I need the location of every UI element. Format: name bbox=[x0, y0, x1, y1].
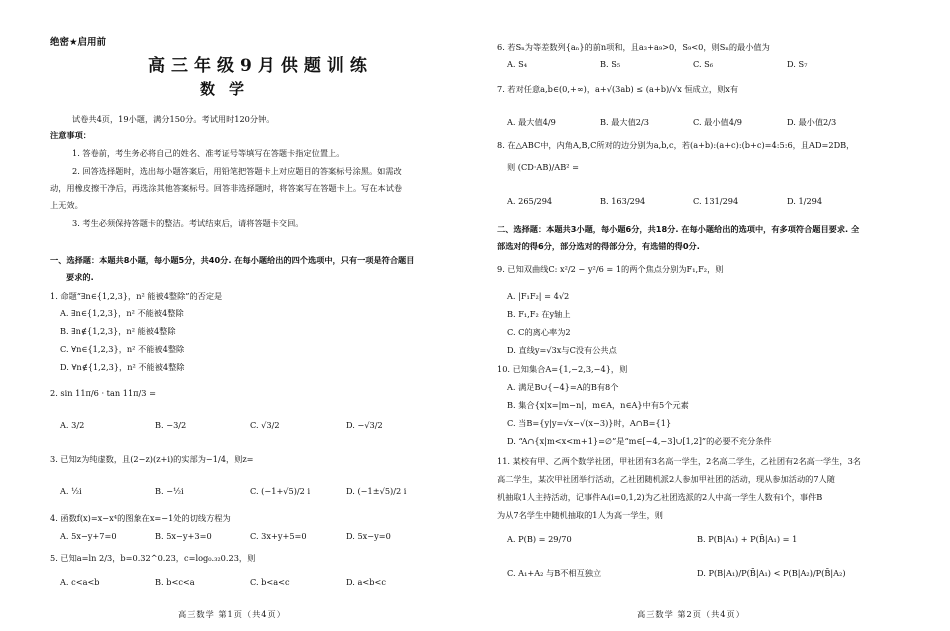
question-5-stem: 5. 已知a=ln 2/3，b=0.32^0.23，c=log₀.₃₂0.23，则 bbox=[50, 553, 256, 563]
section-2-heading: 二、选择题：本题共3小题，每小题6分，共18分. 在每小题给出的选项中，有多项符合题目要求. 全 bbox=[497, 224, 860, 234]
question-10-option-d: D. “A∩{x|m<x<m+1}=∅”是“m∈[−4,−3]∪[1,2]”的必要不充分条件 bbox=[507, 436, 772, 446]
question-8-stem-cont: 则 (CD·AB)/AB² = bbox=[507, 162, 579, 172]
question-8-option-c: C. 131/294 bbox=[693, 196, 739, 206]
page-2-column bbox=[497, 0, 917, 631]
question-4-option-a: A. 5x−y+7=0 bbox=[60, 531, 117, 541]
question-3-option-d: D. (−1±√5)/2 i bbox=[346, 486, 407, 496]
section-1-heading-cont: 要求的. bbox=[66, 272, 94, 282]
question-7-option-b: B. 最大值2/3 bbox=[600, 117, 649, 127]
exam-intro: 试卷共4页，19小题，满分150分。考试用时120分钟。 bbox=[72, 114, 275, 124]
question-6-option-d: D. S₇ bbox=[787, 59, 808, 69]
question-3-option-a: A. ½i bbox=[60, 486, 82, 496]
page-footer: 高三数学 第2页（共4页） bbox=[637, 609, 745, 619]
question-2-option-c: C. √3/2 bbox=[250, 420, 280, 430]
secret-label: 绝密★启用前 bbox=[50, 37, 107, 48]
question-7-option-a: A. 最大值4/9 bbox=[507, 117, 556, 127]
notes-heading: 注意事项： bbox=[50, 130, 91, 140]
question-8-option-a: A. 265/294 bbox=[507, 196, 553, 206]
question-10-option-b: B. 集合{x|x=|m−n|，m∈A，n∈A}中有5个元素 bbox=[507, 400, 689, 410]
question-1-option-b: B. ∃n∉{1,2,3}，n² 能被4整除 bbox=[60, 326, 176, 336]
question-11-stem-line: 高二学生，某次甲社团举行活动，乙社团随机派2人参加甲社团的活动，现从参加活动的7人随 bbox=[497, 474, 835, 484]
question-4-stem: 4. 函数f(x)=x−x⁴的图象在x=−1处的切线方程为 bbox=[50, 513, 231, 523]
question-10-stem: 10. 已知集合A={1,−2,3,−4}，则 bbox=[497, 364, 628, 374]
page-1-column bbox=[50, 0, 460, 631]
page-footer: 高三数学 第1页（共4页） bbox=[178, 609, 286, 619]
question-11-option-c: C. A₁+A₂ 与B不相互独立 bbox=[507, 568, 602, 578]
question-11-option-d: D. P(B|A₁)/P(B̄|A₁) < P(B|A₂)/P(B̄|A₂) bbox=[697, 568, 846, 578]
question-6-option-c: C. S₆ bbox=[693, 59, 714, 69]
question-1-stem: 1. 命题“∃n∈{1,2,3}，n² 能被4整除”的否定是 bbox=[50, 291, 223, 301]
question-1-option-d: D. ∀n∉{1,2,3}，n² 不能被4整除 bbox=[60, 362, 185, 372]
question-6-stem: 6. 若Sₙ为等差数列{aₙ}的前n项和，且a₃+a₉>0，S₉<0，则Sₙ的最小值为 bbox=[497, 42, 770, 52]
question-3-stem: 3. 已知z为纯虚数，且(2−z)(z+i)的实部为−1/4，则z= bbox=[50, 454, 254, 464]
question-5-option-a: A. c<a<b bbox=[60, 577, 100, 587]
question-6-option-a: A. S₄ bbox=[507, 59, 528, 69]
question-8-option-b: B. 163/294 bbox=[600, 196, 646, 206]
question-10-option-a: A. 满足B∪{−4}=A的B有8个 bbox=[507, 382, 619, 392]
question-5-option-c: C. b<a<c bbox=[250, 577, 290, 587]
question-4-option-d: D. 5x−y=0 bbox=[346, 531, 391, 541]
question-1-option-c: C. ∀n∈{1,2,3}，n² 不能被4整除 bbox=[60, 344, 185, 354]
section-1-heading: 一、选择题：本题共8小题，每小题5分，共40分. 在每小题给出的四个选项中，只有一项是符合题目 bbox=[50, 255, 415, 265]
note-line: 2. 回答选择题时，选出每小题答案后，用铅笔把答题卡上对应题目的答案标号涂黑。如需改 bbox=[72, 166, 402, 176]
question-11-stem-line: 为从7名学生中随机抽取的1人为高一学生，则 bbox=[497, 510, 663, 520]
question-4-option-c: C. 3x+y+5=0 bbox=[250, 531, 307, 541]
question-9-option-c: C. C的离心率为2 bbox=[507, 327, 571, 337]
question-8-stem: 8. 在△ABC中，内角A,B,C所对的边分别为a,b,c，若(a+b):(a+c):(b+c)=4:5:6，且AD=2DB， bbox=[497, 140, 855, 150]
note-line: 1. 答卷前，考生务必将自己的姓名、准考证号等填写在答题卡指定位置上。 bbox=[72, 148, 345, 158]
question-11-option-a: A. P(B) = 29/70 bbox=[507, 534, 572, 544]
question-10-option-c: C. 当B={y|y=√x−√(x−3)}时，A∩B={1} bbox=[507, 418, 672, 428]
question-9-option-b: B. F₁,F₂ 在y轴上 bbox=[507, 309, 571, 319]
question-3-option-b: B. −½i bbox=[155, 486, 184, 496]
question-2-option-b: B. −3/2 bbox=[155, 420, 187, 430]
question-7-stem: 7. 若对任意a,b∈(0,+∞)，a+√(3ab) ≤ (a+b)/√x 恒成立，则x有 bbox=[497, 84, 739, 94]
question-5-option-d: D. a<b<c bbox=[346, 577, 386, 587]
question-9-option-d: D. 直线y=√3x与C没有公共点 bbox=[507, 345, 617, 355]
question-2-option-a: A. 3/2 bbox=[60, 420, 85, 430]
question-11-stem-line: 机抽取1人主持活动，记事件Aᵢ(i=0,1,2)为乙社团选派的2人中高一学生人数有i个，事件B bbox=[497, 492, 823, 502]
exam-title: 高三年级9月供题训练 bbox=[148, 56, 373, 76]
question-4-option-b: B. 5x−y+3=0 bbox=[155, 531, 212, 541]
question-9-stem: 9. 已知双曲线C: x²/2 − y²/6 = 1的两个焦点分别为F₁,F₂，则 bbox=[497, 264, 724, 274]
note-line: 3. 考生必须保持答题卡的整洁。考试结束后，请将答题卡交回。 bbox=[72, 218, 304, 228]
question-11-stem: 11. 某校有甲、乙两个数学社团，甲社团有3名高一学生，2名高二学生，乙社团有2名高一学生，3名 bbox=[497, 456, 861, 466]
question-8-option-d: D. 1/294 bbox=[787, 196, 823, 206]
question-3-option-c: C. (−1+√5)/2 i bbox=[250, 486, 311, 496]
question-7-option-c: C. 最小值4/9 bbox=[693, 117, 742, 127]
question-5-option-b: B. b<c<a bbox=[155, 577, 195, 587]
question-1-option-a: A. ∃n∈{1,2,3}，n² 不能被4整除 bbox=[60, 308, 184, 318]
question-7-option-d: D. 最小值2/3 bbox=[787, 117, 837, 127]
question-6-option-b: B. S₅ bbox=[600, 59, 621, 69]
question-9-option-a: A. |F₁F₂| = 4√2 bbox=[507, 291, 570, 301]
section-2-heading-cont: 部选对的得6分，部分选对的得部分分，有选错的得0分. bbox=[497, 241, 700, 251]
question-2-stem: 2. sin 11π/6 · tan 11π/3 = bbox=[50, 388, 156, 398]
question-11-option-b: B. P(B|A₁) + P(B̄|A₁) = 1 bbox=[697, 534, 798, 544]
exam-subject: 数学 bbox=[200, 80, 259, 98]
note-line: 上无效。 bbox=[50, 200, 83, 210]
note-line: 动，用橡皮擦干净后，再选涂其他答案标号。回答非选择题时，将答案写在答题卡上。写在本试卷 bbox=[50, 183, 403, 193]
question-2-option-d: D. −√3/2 bbox=[346, 420, 383, 430]
